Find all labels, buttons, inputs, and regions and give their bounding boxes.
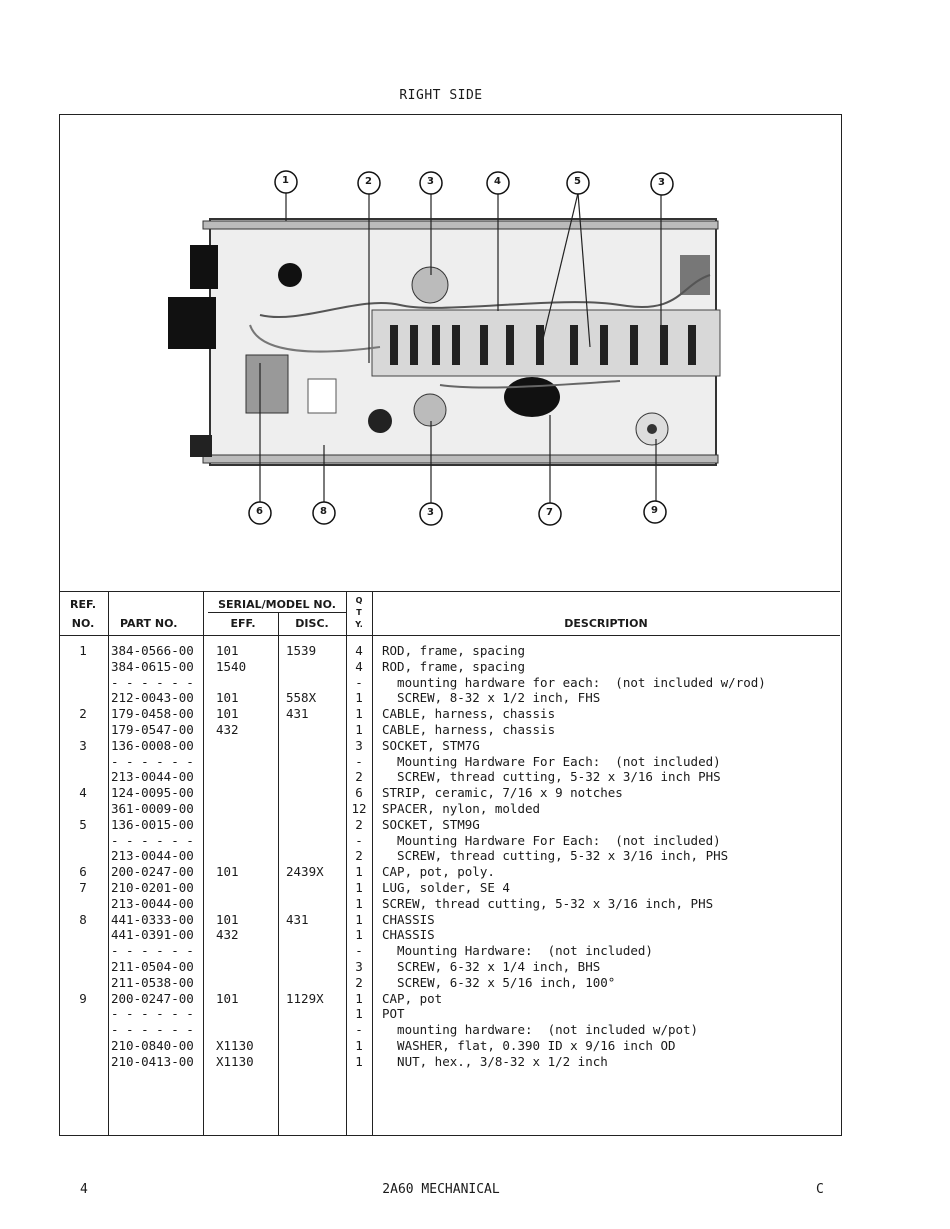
- disc-cell: 1539: [286, 643, 317, 658]
- table-row: [60, 864, 840, 880]
- callout-label: 1: [282, 175, 289, 186]
- eff-cell: 1540: [216, 658, 247, 674]
- parts-list-frame: [59, 114, 842, 1136]
- eff-cell: 432: [216, 722, 239, 737]
- description-cell: ROD, frame, spacing: [382, 643, 525, 658]
- description-cell: CAP, pot: [382, 990, 443, 1006]
- description-cell: SPACER, nylon, molded: [382, 801, 541, 816]
- callout-label: 5: [574, 176, 581, 187]
- eff-cell: 432: [216, 927, 239, 943]
- eff-cell: X1130: [216, 1038, 254, 1053]
- table-row: [60, 1054, 840, 1070]
- part-no-cell: 210-0413-00: [111, 1053, 194, 1069]
- table-row: [60, 896, 840, 912]
- qty-cell: 1: [355, 1053, 363, 1069]
- qty-cell: 1: [355, 895, 363, 911]
- table-row: [60, 659, 840, 675]
- callout-label: 7: [546, 507, 553, 518]
- qty-cell: 3: [355, 737, 363, 753]
- disc-cell: 1129X: [286, 990, 324, 1006]
- part-no-cell: - - - - - -: [111, 674, 194, 690]
- table-row: [60, 1022, 840, 1038]
- part-no-cell: - - - - - -: [111, 832, 194, 848]
- qty-cell: 3: [355, 959, 363, 974]
- table-row: [60, 943, 840, 959]
- description-cell: ROD, frame, spacing: [382, 658, 525, 674]
- description-cell: SCREW, 6-32 x 1/4 inch, BHS: [382, 959, 601, 974]
- part-no-cell: 212-0043-00: [111, 690, 194, 706]
- part-no-cell: 200-0247-00: [111, 864, 194, 880]
- ref-no-cell: 1: [79, 643, 87, 658]
- qty-cell: 4: [355, 658, 363, 674]
- qty-cell: 12: [351, 801, 367, 816]
- callout-label: 2: [365, 176, 372, 187]
- part-no-cell: - - - - - -: [111, 1022, 194, 1038]
- description-cell: mounting hardware: (not included w/pot): [382, 1022, 699, 1038]
- page-number: 4: [80, 1182, 88, 1197]
- qty-cell: 4: [355, 643, 363, 658]
- description-cell: WASHER, flat, 0.390 ID x 9/16 inch OD: [382, 1038, 676, 1053]
- section-title: 2A60 MECHANICAL: [382, 1182, 500, 1197]
- eff-cell: 101: [216, 864, 239, 880]
- header-disc: DISC.: [295, 617, 329, 630]
- header-ref-no: NO.: [71, 617, 95, 630]
- table-row: [60, 959, 840, 975]
- qty-cell: 1: [355, 927, 363, 943]
- disc-cell: 431: [286, 706, 309, 722]
- page-title: RIGHT SIDE: [399, 88, 483, 103]
- eff-cell: X1130: [216, 1053, 254, 1069]
- table-row: [60, 880, 840, 896]
- qty-cell: -: [355, 832, 363, 848]
- eff-cell: 101: [216, 911, 239, 927]
- description-cell: SCREW, 6-32 x 5/16 inch, 100°: [382, 974, 616, 990]
- callout-label: 9: [651, 505, 658, 516]
- callout-label: 3: [427, 176, 434, 187]
- header-qty-t: T: [356, 608, 362, 617]
- qty-cell: 6: [355, 785, 363, 801]
- part-no-cell: 179-0547-00: [111, 722, 194, 737]
- revision-letter: C: [816, 1182, 824, 1197]
- qty-cell: 1: [355, 880, 363, 895]
- qty-cell: 1: [355, 864, 363, 880]
- header-description: DESCRIPTION: [564, 617, 648, 630]
- qty-cell: 2: [355, 816, 363, 832]
- qty-cell: 1: [355, 690, 363, 706]
- description-cell: SCREW, thread cutting, 5-32 x 3/16 inch, PHS: [382, 895, 714, 911]
- description-cell: POT: [382, 1006, 405, 1022]
- description-cell: SOCKET, STM9G: [382, 816, 480, 832]
- table-row: [60, 675, 840, 691]
- table-row: [60, 1038, 840, 1054]
- header-qty-q: Q: [355, 596, 363, 605]
- header-eff: EFF.: [230, 617, 256, 630]
- table-row: [60, 912, 840, 928]
- table-row: [60, 817, 840, 833]
- header-part-no: PART NO.: [120, 617, 178, 630]
- table-row: [60, 706, 840, 722]
- description-cell: Mounting Hardware For Each: (not included): [382, 753, 721, 769]
- part-no-cell: 124-0095-00: [111, 785, 194, 801]
- eff-cell: 101: [216, 643, 239, 658]
- callout-label: 6: [256, 506, 263, 517]
- description-cell: CABLE, harness, chassis: [382, 706, 556, 722]
- ref-no-cell: 5: [79, 816, 87, 832]
- table-row: [60, 848, 840, 864]
- table-row: [60, 643, 840, 659]
- table-row: [60, 754, 840, 770]
- qty-cell: -: [355, 674, 363, 690]
- part-no-cell: 441-0333-00: [111, 911, 194, 927]
- part-no-cell: 213-0044-00: [111, 848, 194, 864]
- part-no-cell: 210-0201-00: [111, 880, 194, 895]
- eff-cell: 101: [216, 990, 239, 1006]
- chassis-photo: [60, 115, 840, 591]
- qty-cell: 2: [355, 848, 363, 864]
- qty-cell: 2: [355, 769, 363, 785]
- part-no-cell: 136-0008-00: [111, 737, 194, 753]
- description-cell: SCREW, thread cutting, 5-32 x 3/16 inch PHS: [382, 769, 721, 785]
- ref-no-cell: 3: [79, 737, 87, 753]
- table-row: [60, 927, 840, 943]
- part-no-cell: 211-0538-00: [111, 974, 194, 990]
- disc-cell: 558X: [286, 690, 317, 706]
- header-qty-y: Y.: [355, 620, 363, 629]
- qty-cell: 1: [355, 1006, 363, 1022]
- callout-label: 4: [494, 176, 501, 187]
- description-cell: Mounting Hardware: (not included): [382, 943, 653, 959]
- header-ref: REF.: [69, 598, 97, 611]
- table-row: [60, 785, 840, 801]
- description-cell: STRIP, ceramic, 7/16 x 9 notches: [382, 785, 623, 801]
- qty-cell: 1: [355, 1038, 363, 1053]
- disc-cell: 2439X: [286, 864, 324, 880]
- part-no-cell: 136-0015-00: [111, 816, 194, 832]
- qty-cell: 1: [355, 911, 363, 927]
- part-no-cell: 210-0840-00: [111, 1038, 194, 1053]
- part-no-cell: 384-0615-00: [111, 658, 194, 674]
- table-row: [60, 722, 840, 738]
- disc-cell: 431: [286, 911, 309, 927]
- table-row: [60, 991, 840, 1007]
- description-cell: CHASSIS: [382, 911, 435, 927]
- ref-no-cell: 9: [79, 990, 87, 1006]
- description-cell: CABLE, harness, chassis: [382, 722, 556, 737]
- description-cell: LUG, solder, SE 4: [382, 880, 510, 895]
- ref-no-cell: 6: [79, 864, 87, 880]
- part-no-cell: - - - - - -: [111, 753, 194, 769]
- table-row: [60, 833, 840, 849]
- table-row: [60, 738, 840, 754]
- qty-cell: -: [355, 943, 363, 959]
- part-no-cell: 213-0044-00: [111, 769, 194, 785]
- part-no-cell: 361-0009-00: [111, 801, 194, 816]
- table-row: [60, 801, 840, 817]
- description-cell: Mounting Hardware For Each: (not included): [382, 832, 721, 848]
- eff-cell: 101: [216, 690, 239, 706]
- ref-no-cell: 4: [79, 785, 87, 801]
- description-cell: SCREW, thread cutting, 5-32 x 3/16 inch, PHS: [382, 848, 729, 864]
- qty-cell: -: [355, 1022, 363, 1038]
- ref-no-cell: 8: [79, 911, 87, 927]
- description-cell: mounting hardware for each: (not included w/rod): [382, 674, 766, 690]
- part-no-cell: 441-0391-00: [111, 927, 194, 943]
- description-cell: SCREW, 8-32 x 1/2 inch, FHS: [382, 690, 601, 706]
- qty-cell: 1: [355, 706, 363, 722]
- part-no-cell: 384-0566-00: [111, 643, 194, 658]
- qty-cell: 1: [355, 990, 363, 1006]
- part-no-cell: - - - - - -: [111, 1006, 194, 1022]
- callout-label: 8: [320, 506, 327, 517]
- description-cell: CAP, pot, poly.: [382, 864, 495, 880]
- part-no-cell: 211-0504-00: [111, 959, 194, 974]
- part-no-cell: 179-0458-00: [111, 706, 194, 722]
- eff-cell: 101: [216, 706, 239, 722]
- callout-label: 3: [427, 507, 434, 518]
- table-row: [60, 690, 840, 706]
- qty-cell: 2: [355, 974, 363, 990]
- ref-no-cell: 7: [79, 880, 87, 895]
- description-cell: NUT, hex., 3/8-32 x 1/2 inch: [382, 1053, 608, 1069]
- callout-label: 3: [658, 177, 665, 188]
- part-no-cell: - - - - - -: [111, 943, 194, 959]
- description-cell: SOCKET, STM7G: [382, 737, 480, 753]
- table-row: [60, 769, 840, 785]
- table-row: [60, 1006, 840, 1022]
- part-no-cell: 213-0044-00: [111, 895, 194, 911]
- qty-cell: 1: [355, 722, 363, 737]
- part-no-cell: 200-0247-00: [111, 990, 194, 1006]
- description-cell: CHASSIS: [382, 927, 435, 943]
- header-serial-model: SERIAL/MODEL NO.: [218, 598, 336, 611]
- chassis-photo-figure: [60, 115, 840, 591]
- table-row: [60, 975, 840, 991]
- table-header: [60, 591, 840, 636]
- qty-cell: -: [355, 753, 363, 769]
- ref-no-cell: 2: [79, 706, 87, 722]
